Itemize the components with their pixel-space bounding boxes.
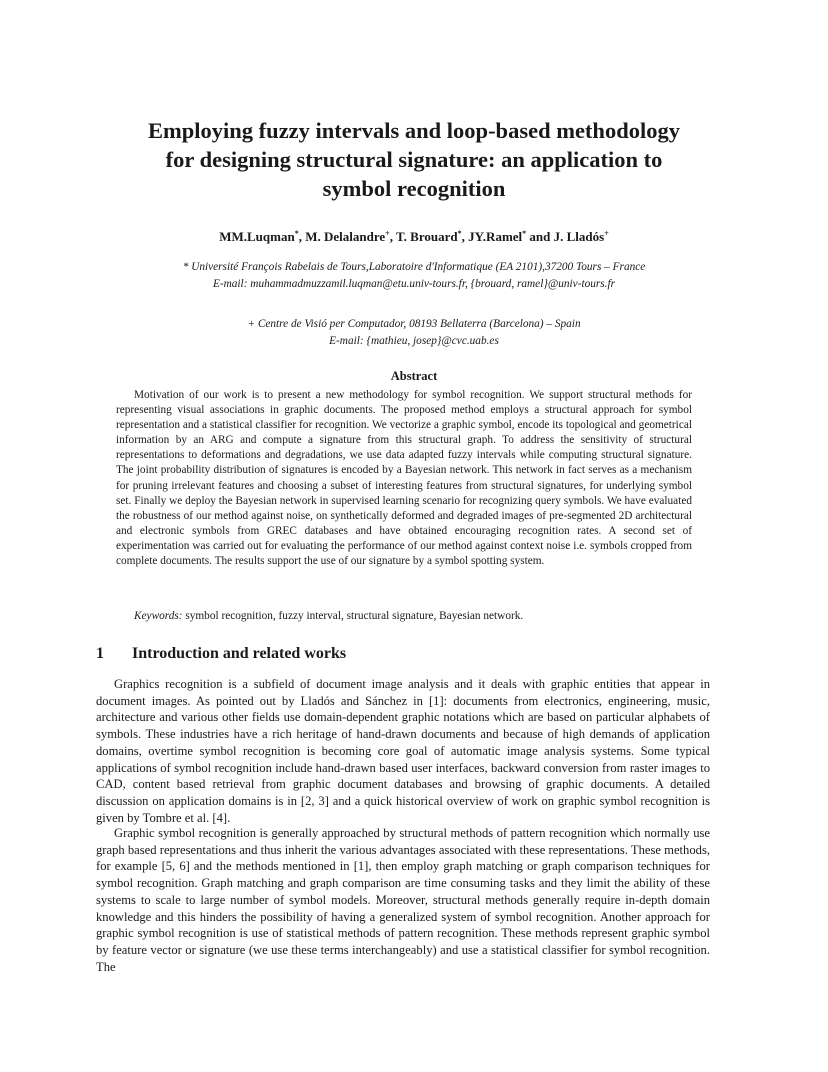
affiliation-email: E-mail: {mathieu, josep}@cvc.uab.es	[329, 334, 499, 347]
keywords-list: symbol recognition, fuzzy interval, structural signature, Bayesian network.	[182, 610, 524, 622]
abstract-heading: Abstract	[390, 369, 438, 383]
section-title: Introduction and related works	[132, 645, 347, 662]
author-separator: ,	[461, 229, 469, 244]
paper-title	[90, 116, 738, 203]
abstract-text: Motivation of our work is to present a new methodology for symbol recognition. We support structural methods for representing visual associations in graphic documents. The proposed method employs a structural approach for symbol representation and a statistical classifier for recognition. We vectorize a graphic symbol, encode its topological and geometrical information by an ARG and compute a signature from this structural graph. To address the sensitivity of structural representations to deformations and degradations, we use data adapted fuzzy intervals while computing structural signature. The joint probability distribution of signatures is encoded by a Bayesian network. This network in fact serves as a mechanism for pruning irrelevant features and choosing a subset of interesting features from structural signatures, for underlying symbol set. Finally we deploy the Bayesian network in supervised learning scenario for recognizing query symbols. We have evaluated the robustness of our method against noise, on synthetically deformed and degraded images of pre-segmented 2D architectural and electronic symbols from GREC databases and have obtained encouraging recognition rates. A second set of experimentation was carried out for evaluating the performance of our method against context noise i.e. symbols cropped from complete documents. The results support the use of our signature by a symbol spotting system.	[116, 389, 692, 568]
author-separator: and	[526, 229, 554, 244]
author-separator: ,	[389, 229, 396, 244]
author-affiliation-mark: +	[604, 229, 609, 238]
author-name: M. Delalandre	[305, 229, 386, 244]
title-line: for designing structural signature: an application to	[165, 147, 663, 172]
affiliation-institution: + Centre de Visió per Computador, 08193 Bellaterra (Barcelona) – Spain	[247, 318, 581, 330]
affiliation-institution: * Université François Rabelais de Tours,Laboratoire d'Informatique (EA 2101),37200 Tours – France	[182, 261, 646, 273]
keywords-label: Keywords:	[134, 610, 183, 622]
section-number: 1	[96, 645, 104, 662]
author-separator: ,	[298, 229, 306, 244]
author-list	[90, 228, 738, 246]
author-name: J. Lladós	[553, 229, 605, 244]
author-affiliation-mark: *	[522, 229, 527, 238]
title-line: Employing fuzzy intervals and loop-based methodology	[148, 118, 680, 143]
author-affiliation-mark: *	[457, 229, 462, 238]
section-heading	[96, 643, 346, 665]
author-affiliation-mark: *	[294, 229, 299, 238]
body-paragraph: Graphic symbol recognition is generally approached by structural methods of pattern recognition which normally use graph based representations and thus inherit the various advantages associated with these representations. These methods, for example [5, 6] and the methods mentioned in [1], then employ graph matching or graph comparison techniques for symbol recognition. Graph matching and graph comparison are time consuming tasks and they limit the ability of these systems to scale to large number of symbol models. Moreover, structural methods generally require in-depth domain knowledge and this hinders the possibility of having a generalized system of symbol recognition. Another approach for graphic symbol recognition is use of statistical methods of pattern recognition. These methods represent graphic symbol by feature vector or signature (we use these terms interchangeably) and use a statistical classifier for symbol recognition. The	[96, 826, 710, 974]
author-affiliation-mark: +	[385, 229, 390, 238]
author-name: T. Brouard	[395, 229, 458, 244]
author-name: JY.Ramel	[468, 229, 523, 244]
affiliation-cvc	[90, 316, 738, 349]
author-name: MM.Luqman	[219, 229, 295, 244]
keywords	[116, 609, 692, 624]
affiliation-tours	[90, 259, 738, 292]
affiliation-email: E-mail: muhammadmuzzamil.luqman@etu.univ-tours.fr, {brouard, ramel}@univ-tours.fr	[212, 277, 616, 290]
title-line: symbol recognition	[322, 176, 506, 201]
body-paragraph: Graphics recognition is a subfield of document image analysis and it deals with graphic entities that appear in document images. As pointed out by Lladós and Sánchez in [1]: documents from electronics, engineering, music, architecture and various other fields use domain-dependent graphic notations which are based on particular alphabets of symbols. These industries have a rich heritage of hand-drawn documents and because of high demands of application domains, overtime symbol recognition is becoming core goal of automatic image analysis systems. Some typical applications of symbol recognition include hand-drawn based user interfaces, backward conversion from raster images to CAD, content based retrieval from graphic document databases and browsing of graphic documents. A detailed discussion on application domains is in [2, 3] and a quick historical overview of work on graphic symbol recognition is given by Tombre et al. [4].	[96, 677, 710, 825]
